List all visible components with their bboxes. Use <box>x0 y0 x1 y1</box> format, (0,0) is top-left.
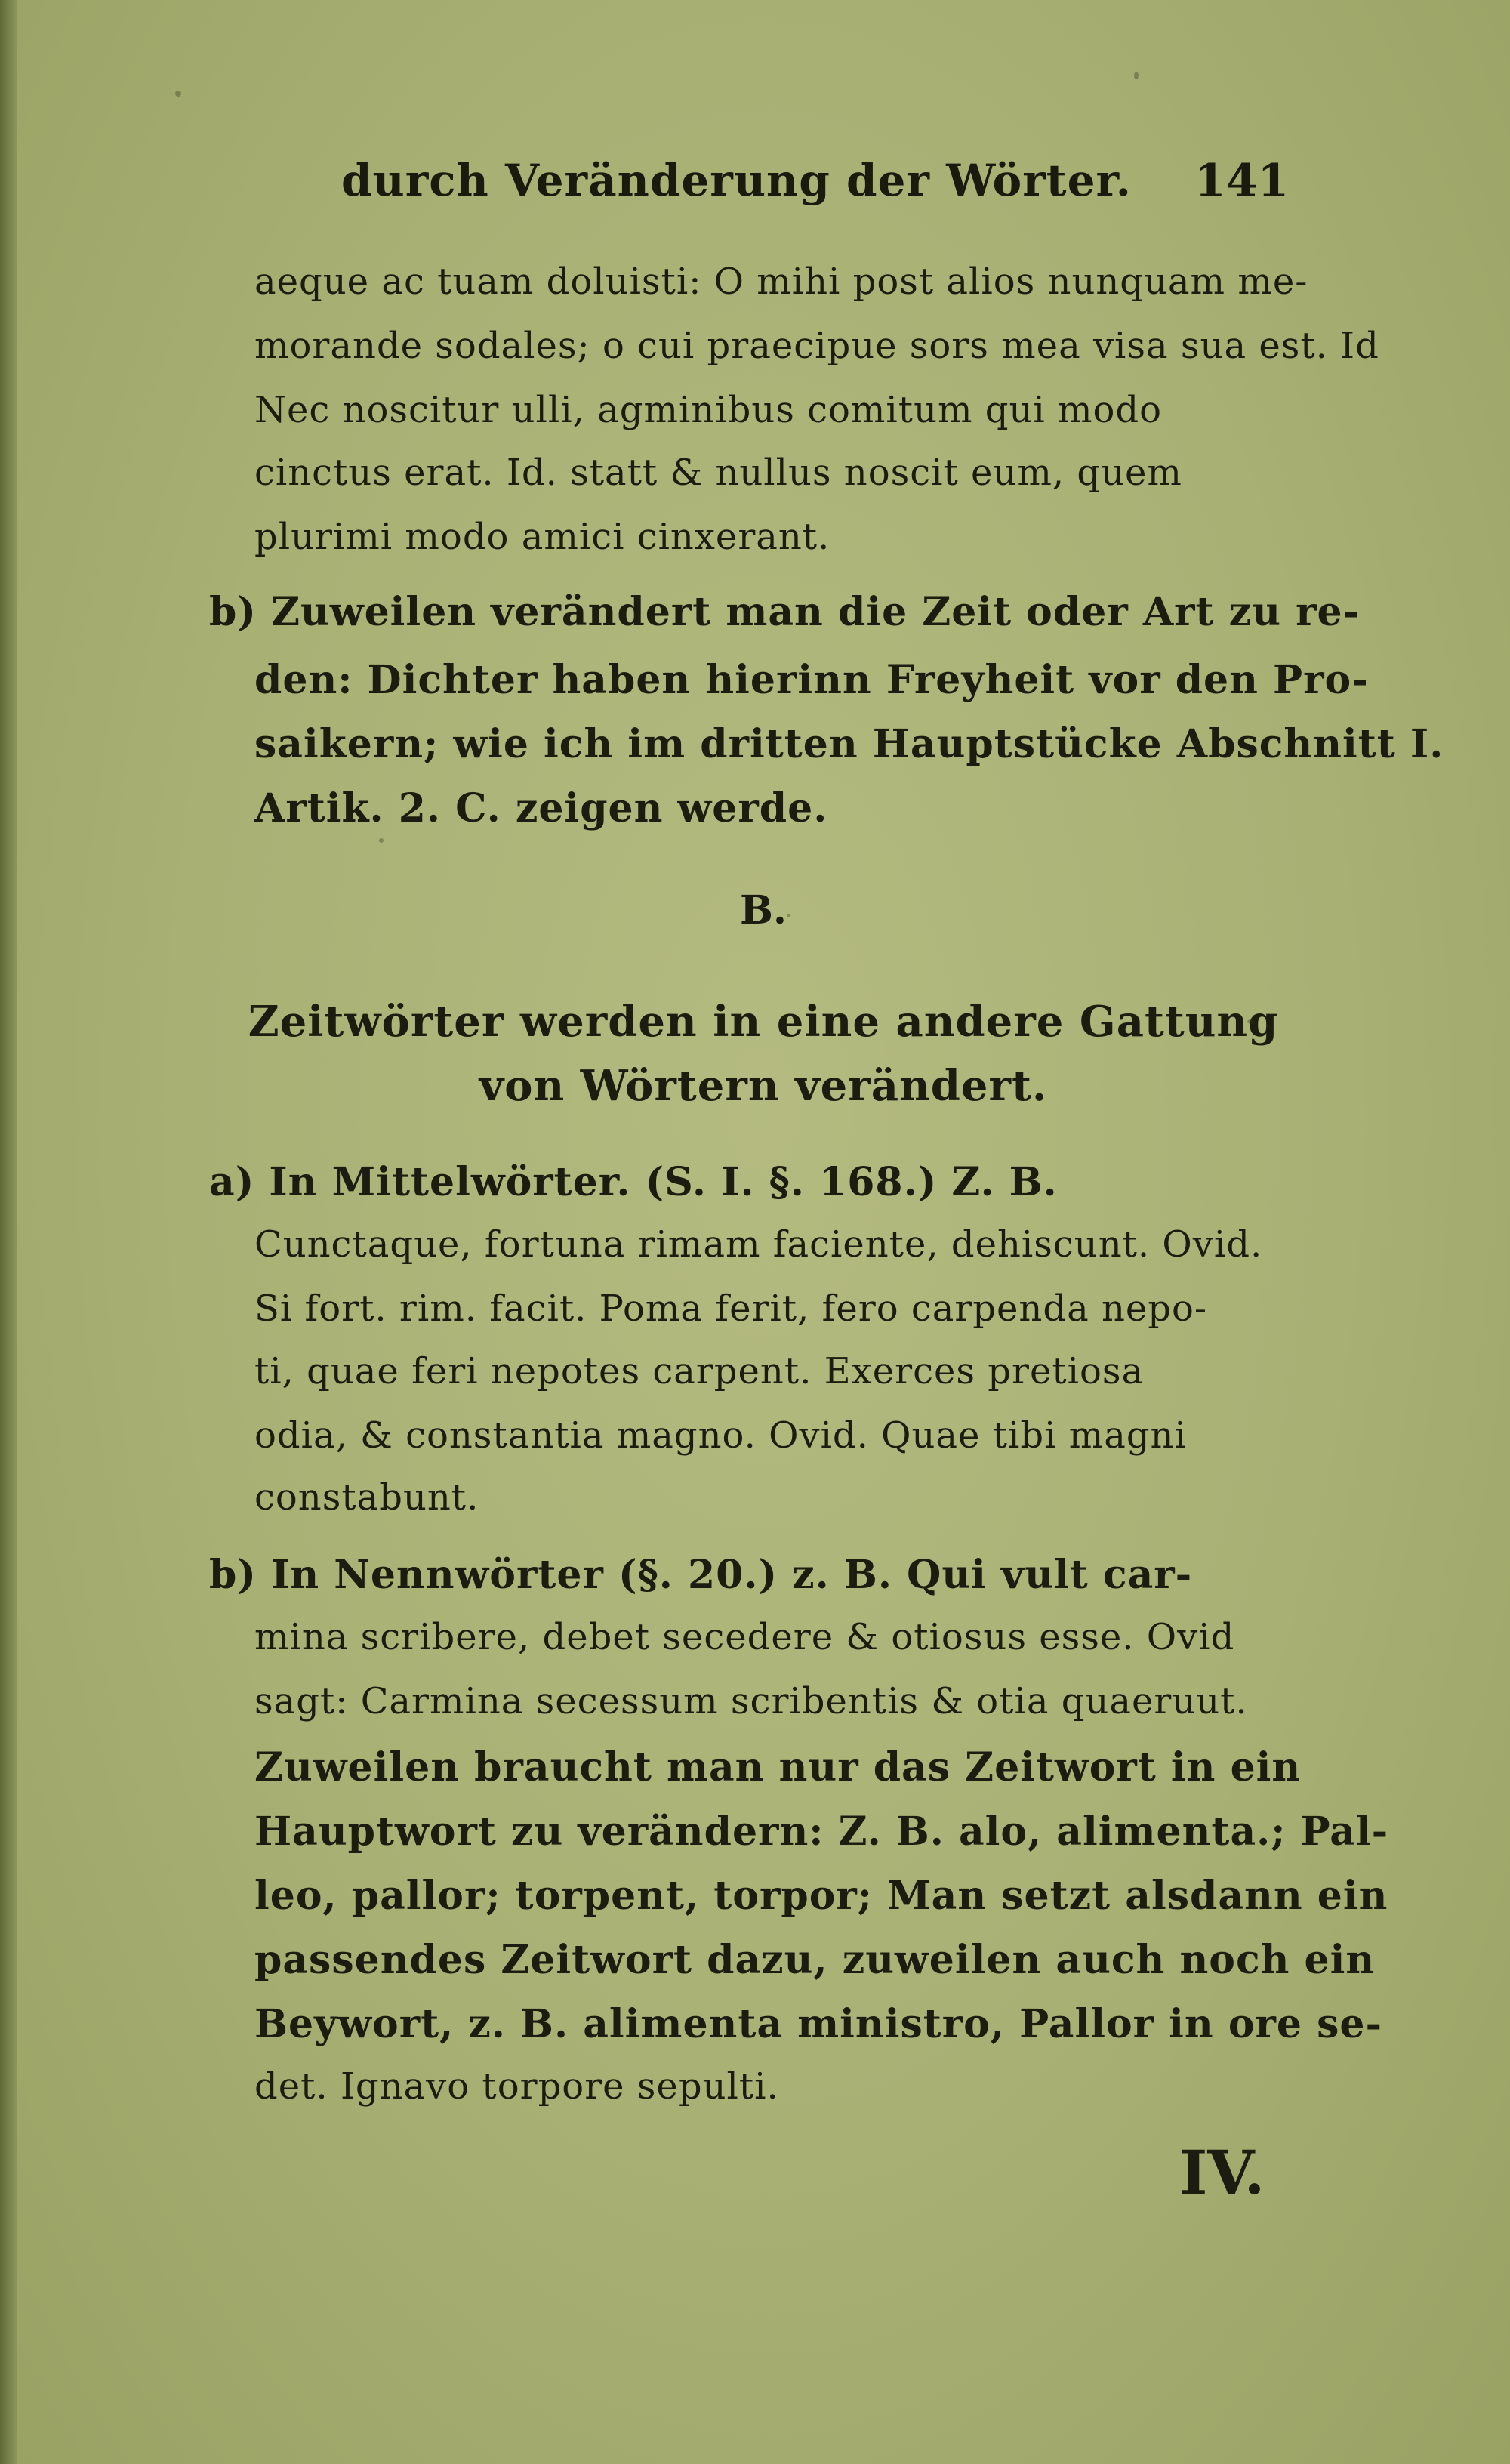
text-line: saikern; wie ich im dritten Hauptstücke Abschnitt I. <box>254 721 1444 767</box>
section-heading: Zeitwörter werden in eine andere Gattung <box>248 997 1279 1047</box>
book-spine-shadow <box>0 0 17 2464</box>
text-line: Beywort, z. B. alimenta ministro, Pallor in ore se- <box>254 2001 1383 2047</box>
section-signature: B. <box>739 887 787 933</box>
paper-speck <box>1134 72 1139 79</box>
text-line: morande sodales; o cui praecipue sors mea visa sua est. Id <box>254 325 1379 367</box>
text-line: mina scribere, debet secedere & otiosus esse. Ovid <box>254 1616 1235 1658</box>
text-line: Si fort. rim. facit. Poma ferit, fero carpenda nepo- <box>254 1288 1208 1330</box>
text-line: den: Dichter haben hierinn Freyheit vor den Pro- <box>254 657 1369 703</box>
signature-mark: IV. <box>1179 2137 1265 2208</box>
paper-speck <box>379 838 384 843</box>
text-line: sagt: Carmina secessum scribentis & otia quaeruut. <box>254 1680 1248 1722</box>
book-page <box>17 0 1510 2464</box>
text-line: b) Zuweilen verändert man die Zeit oder Art zu re- <box>209 589 1361 635</box>
paper-speck <box>1247 1019 1255 1024</box>
text-line: odia, & constantia magno. Ovid. Quae tibi magni <box>254 1414 1187 1457</box>
running-title: durch Veränderung der Wörter. <box>341 155 1132 206</box>
text-line: Zuweilen braucht man nur das Zeitwort in ein <box>254 1744 1302 1790</box>
text-line: a) In Mittelwörter. (S. I. §. 168.) Z. B. <box>209 1159 1058 1205</box>
text-line: Cunctaque, fortuna rimam faciente, dehiscunt. Ovid. <box>254 1223 1263 1266</box>
text-line: Nec noscitur ulli, agminibus comitum qui modo <box>254 389 1163 431</box>
paper-speck <box>787 914 790 917</box>
text-line: aeque ac tuam doluisti: O mihi post alios nunquam me- <box>254 261 1308 303</box>
page-number: 141 <box>1194 155 1290 208</box>
text-line: plurimi modo amici cinxerant. <box>254 516 830 558</box>
text-line: passendes Zeitwort dazu, zuweilen auch noch ein <box>254 1937 1376 1983</box>
paper-speck <box>175 91 181 97</box>
text-line: det. Ignavo torpore sepulti. <box>254 2065 779 2108</box>
section-heading: von Wörtern verändert. <box>479 1061 1048 1111</box>
text-line: Artik. 2. C. zeigen werde. <box>254 785 828 831</box>
text-line: Hauptwort zu verändern: Z. B. alo, alimenta.; Pal- <box>254 1809 1389 1855</box>
text-line: cinctus erat. Id. statt & nullus noscit eum, quem <box>254 452 1182 494</box>
text-line: ti, quae feri nepotes carpent. Exerces pretiosa <box>254 1350 1145 1392</box>
text-line: b) In Nennwörter (§. 20.) z. B. Qui vult car- <box>209 1552 1193 1598</box>
text-line: leo, pallor; torpent, torpor; Man setzt alsdann ein <box>254 1873 1388 1919</box>
text-line: constabunt. <box>254 1476 479 1519</box>
